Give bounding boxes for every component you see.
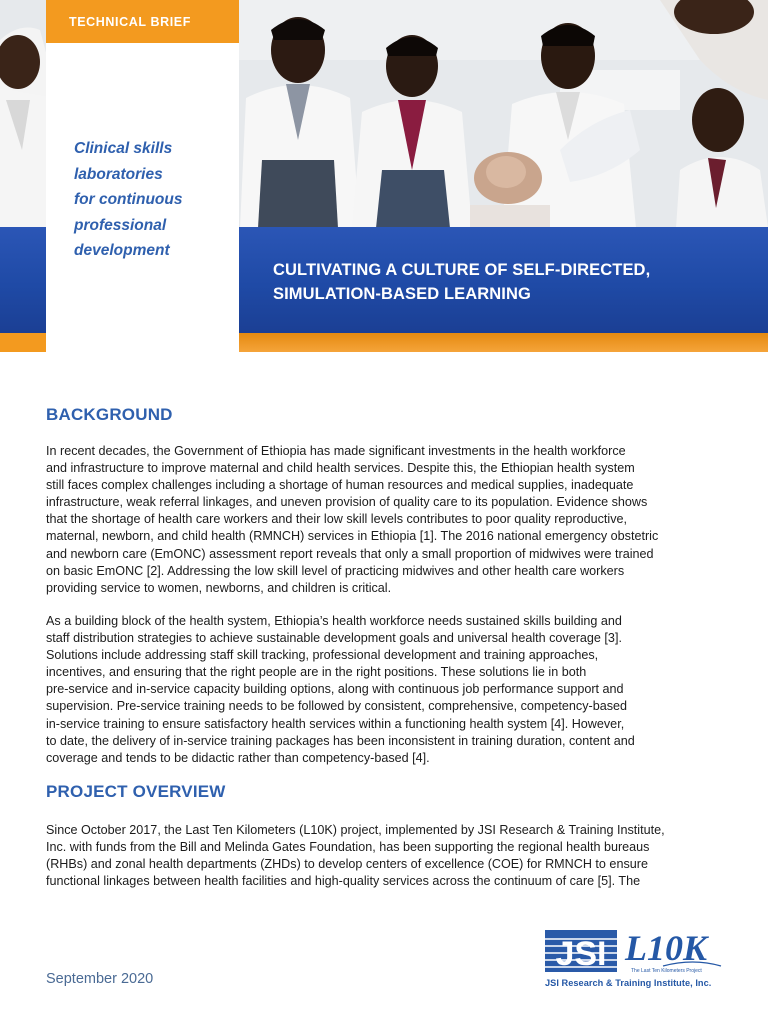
hero-banner — [0, 0, 768, 352]
text-line: functional linkages between health facilities and high-quality services across the continuum of care [5]. The — [46, 874, 641, 889]
l10k-logo-tagline: The Last Ten Kilometers Project — [631, 968, 702, 974]
text-line: pre-service and in-service capacity building options, along with continuous job performance support and — [46, 682, 624, 697]
text-line: supervision. Pre-service training needs to be followed by consistent, comprehensive, competency-based — [46, 699, 628, 714]
jsi-logo-caption: JSI Research & Training Institute, Inc. — [545, 978, 712, 988]
subtitle-line: professional — [74, 216, 167, 234]
text-line: and infrastructure to improve maternal and child health services. Despite this, the Ethiopian health system — [46, 461, 635, 476]
jsi-logo-text: JSI — [555, 935, 607, 972]
background-paragraph-1 — [46, 443, 722, 597]
partner-logos — [545, 928, 725, 992]
text-line: Solutions include addressing staff skill tracking, professional development and training approaches, — [46, 648, 599, 663]
text-line: still faces complex challenges including a shortage of human resources and medical supplies, inadequate — [46, 478, 634, 493]
text-line: that the shortage of health care workers and their low skill levels contributes to poor quality reproductive, — [46, 512, 628, 527]
brief-card — [46, 0, 239, 352]
text-line: coverage and tends to be didactic rather than competency-based [4]. — [46, 750, 430, 765]
text-line: providing service to women, newborns, and children is critical. — [46, 580, 392, 595]
jsi-logo — [545, 930, 617, 972]
subtitle-line: laboratories — [74, 165, 163, 183]
text-line: (RHBs) and zonal health departments (ZHDs) to develop centers of excellence (COE) for RMNCH to ensure — [46, 857, 648, 872]
subtitle-line: for continuous — [74, 191, 183, 208]
text-line: to date, the delivery of in-service training packages has been inconsistent in training duration, content and — [46, 733, 635, 748]
l10k-logo — [623, 928, 723, 974]
text-line: Since October 2017, the Last Ten Kilometers (L10K) project, implemented by JSI Research & Training Institute, — [46, 823, 665, 837]
title-line: CULTIVATING A CULTURE OF SELF-DIRECTED, — [273, 261, 651, 279]
title-line: SIMULATION-BASED LEARNING — [273, 285, 531, 303]
subtitle-line: development — [74, 242, 170, 259]
subtitle-line: Clinical skills — [74, 140, 173, 157]
text-line: Inc. with funds from the Bill and Melinda Gates Foundation, has been supporting the regional health bureaus — [46, 840, 650, 855]
l10k-logo-text: L10K — [625, 928, 708, 968]
text-line: As a building block of the health system, Ethiopia’s health workforce needs sustained skills building and — [46, 614, 622, 628]
text-line: in-service training to ensure satisfactory health services within a functioning health system [4]. However, — [46, 716, 625, 731]
section-heading-background: BACKGROUND — [46, 405, 173, 424]
text-line: on basic EmONC [2]. Addressing the low skill level of practicing midwives and other health care workers — [46, 563, 625, 578]
text-line: incentives, and ensuring that the right people are in the right positions. These solutions lie in both — [46, 665, 587, 680]
publication-date: September 2020 — [46, 971, 154, 987]
text-line: In recent decades, the Government of Ethiopia has made significant investments in the health workforce — [46, 444, 626, 458]
text-line: infrastructure, weak referral linkages, and uneven provision of quality care to its population. Evidence shows — [46, 495, 648, 510]
background-paragraph-2 — [46, 613, 722, 767]
overview-paragraph-1 — [46, 822, 722, 890]
text-line: and newborn care (EmONC) assessment report reveals that only a small proportion of midwives were trained — [46, 546, 654, 561]
text-line: staff distribution strategies to achieve sustainable development goals and universal health coverage [3]. — [46, 631, 622, 646]
document-type-tag: TECHNICAL BRIEF — [46, 0, 239, 43]
text-line: maternal, newborn, and child health (RMNCH) services in Ethiopia [1]. The 2016 national emergency obstetric — [46, 529, 659, 544]
document-title — [273, 258, 753, 306]
section-heading-project-overview: PROJECT OVERVIEW — [46, 782, 226, 801]
brief-subtitle — [74, 136, 229, 264]
